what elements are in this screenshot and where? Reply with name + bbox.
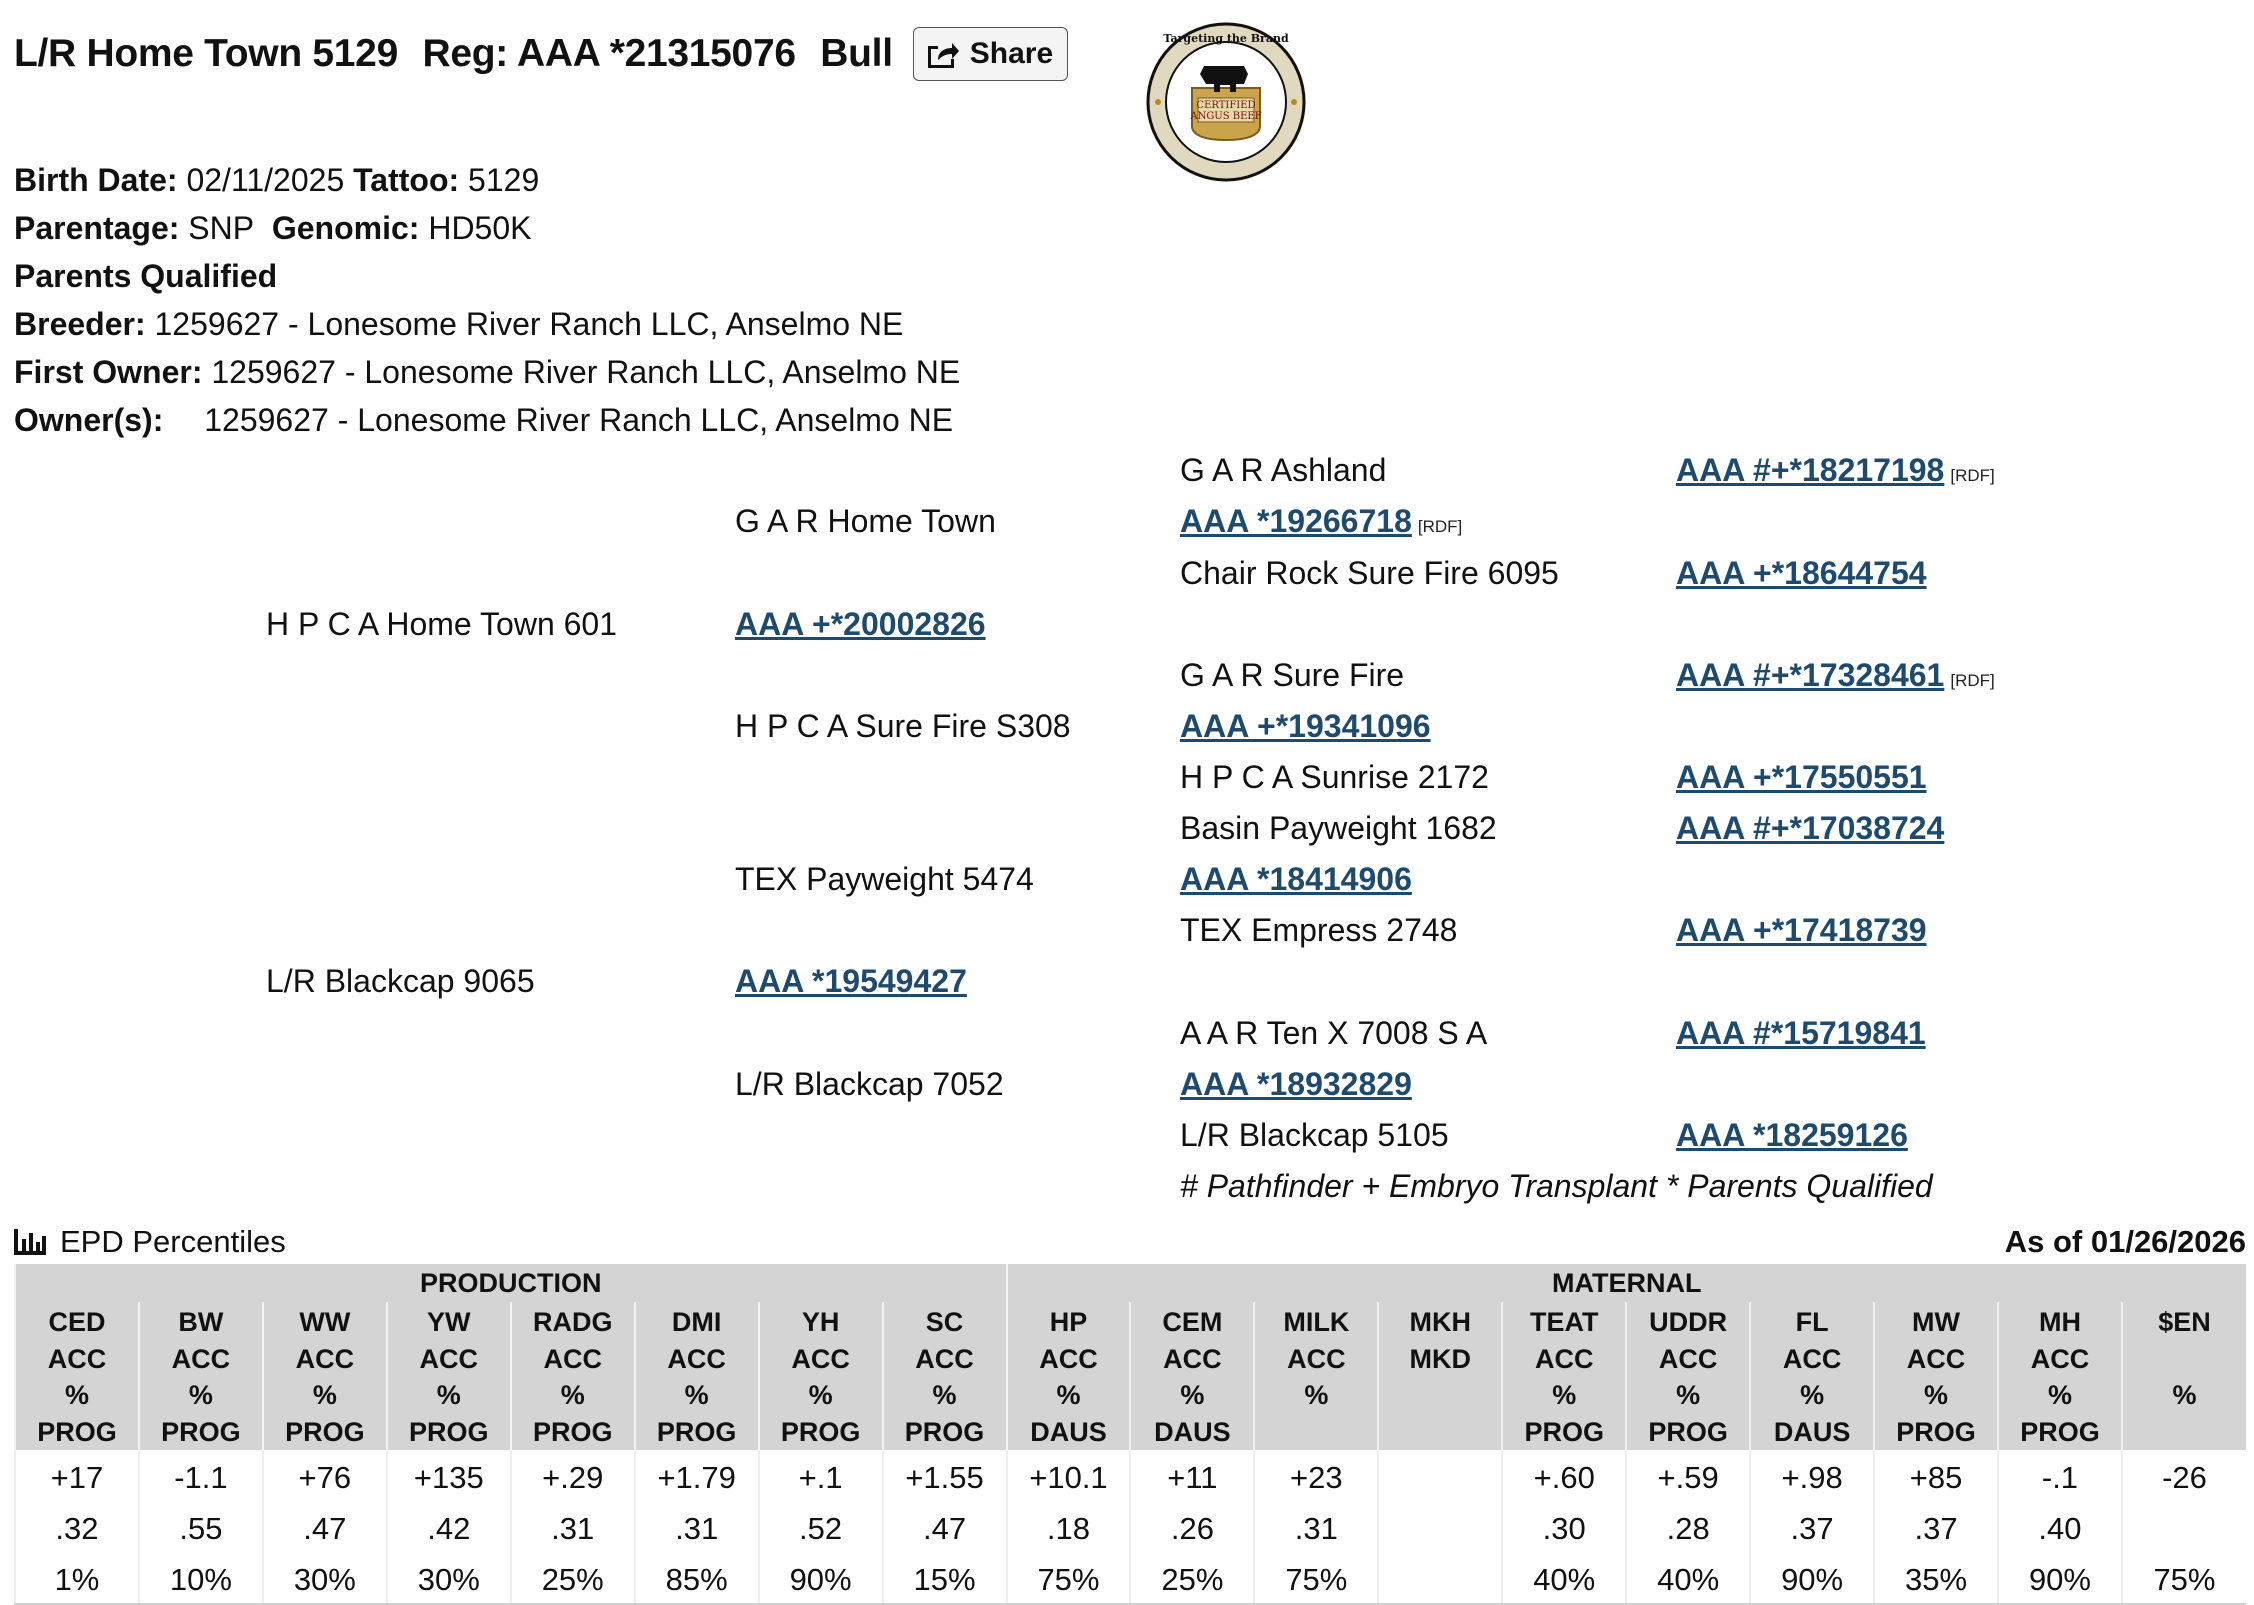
breeder-row [14,300,960,348]
certified-angus-beef-logo [1144,20,1308,184]
epd-header-line: PROG [1524,1416,1604,1447]
epd-value: +.1 [759,1450,883,1501]
pedigree-reg-link[interactable]: AAA +*18644754 [1676,555,1927,591]
epd-accuracy: .40 [1998,1501,2122,1552]
epd-header-line: DMI [671,1307,722,1337]
epd-header-line: % [188,1380,213,1410]
pedigree-reg [1180,861,1412,898]
pedigree-reg-link[interactable]: AAA +*20002826 [735,606,986,642]
epd-header-line: ACC [791,1343,850,1374]
pedigree-reg-link[interactable]: AAA #*15719841 [1676,1015,1926,1051]
animal-info [14,156,960,444]
epd-header-line: PROG [2020,1416,2100,1447]
bar-chart-icon [14,1229,46,1255]
parents-qualified: Parents Qualified [14,258,278,294]
epd-header-line: % [1056,1380,1081,1410]
pedigree-reg [1180,503,1462,540]
pedigree-reg [1676,657,1995,694]
pedigree-name: G A R Sure Fire [1180,657,1405,693]
pedigree-name: G A R Home Town [735,503,996,539]
epd-accuracy [1378,1501,1502,1552]
pedigree-name: G A R Ashland [1180,452,1387,488]
epd-percentile: 75% [2122,1552,2246,1604]
epd-header-line [2123,1341,2246,1378]
epd-percentile: 40% [1626,1552,1750,1604]
epd-header-line: MKD [1409,1343,1472,1374]
epd-header-line: DAUS [1154,1416,1231,1447]
epd-header-line: ACC [1163,1343,1222,1374]
maternal-group-header: MATERNAL [1007,1264,2247,1302]
epd-title-group [14,1224,286,1260]
pedigree-name: Basin Payweight 1682 [1180,810,1497,846]
share-label: Share [969,37,1054,70]
breeder-value: 1259627 - Lonesome River Ranch LLC, Anselmo NE [154,306,904,342]
epd-as-of: As of 01/26/2026 [2004,1224,2246,1259]
epd-header [14,1220,2246,1264]
epd-header-line: ACC [47,1343,107,1374]
pedigree-reg-link[interactable]: AAA #+*18217198 [1676,452,1945,488]
epd-header-line: % [436,1380,461,1410]
epd-percentile [1378,1552,1502,1604]
pedigree-reg [735,963,967,1000]
epd-value: +1.79 [635,1450,759,1501]
epd-column-header [1007,1302,1131,1450]
epd-percentile: 1% [15,1552,139,1604]
epd-header-line: UDDR [1649,1307,1728,1337]
epd-header-line: % [312,1380,337,1410]
epd-column-header [263,1302,387,1450]
epd-percentile: 10% [139,1552,263,1604]
epd-accuracy: .42 [387,1501,511,1552]
epd-header-line: CED [48,1307,106,1337]
epd-header-line [1379,1377,1501,1414]
epd-accuracy: .31 [635,1501,759,1552]
epd-column-header [387,1302,511,1450]
epd-accuracy: .47 [883,1501,1007,1552]
animal-sex: Bull [820,32,893,75]
epd-header-line: RADG [532,1307,613,1337]
epd-value: +1.55 [883,1450,1007,1501]
epd-table [14,1264,2246,1605]
pedigree-reg-link[interactable]: AAA #+*17328461 [1676,657,1945,693]
epd-accuracy: .28 [1626,1501,1750,1552]
pedigree-name: L/R Blackcap 5105 [1180,1117,1449,1153]
epd-value: +.98 [1750,1450,1874,1501]
epd-header-line: PROG [409,1416,489,1447]
epd-header-line: WW [299,1307,351,1337]
epd-header-line: FL [1795,1307,1829,1337]
epd-column-header [139,1302,263,1450]
epd-header-line: ACC [1782,1343,1842,1374]
epd-header-line: % [1304,1380,1329,1410]
epd-header-line: ACC [1658,1343,1718,1374]
parentage-row [14,204,960,252]
pedigree-name: Chair Rock Sure Fire 6095 [1180,555,1559,591]
pedigree-reg [1676,1015,1926,1052]
epd-header-line: % [560,1380,585,1410]
epd-percentile: 25% [511,1552,635,1604]
pedigree-name: TEX Payweight 5474 [735,861,1034,897]
pedigree-reg [1676,912,1927,949]
epd-header-line: PROG [1896,1416,1976,1447]
pedigree-reg-link[interactable]: AAA +*17550551 [1676,759,1927,795]
epd-column-header [1378,1302,1502,1450]
epd-value: +76 [263,1450,387,1501]
epd-accuracy: .18 [1007,1501,1131,1552]
epd-header-line [2123,1414,2246,1451]
production-group-header: PRODUCTION [15,1264,1007,1302]
epd-header-line [1255,1414,1377,1451]
rdf-tag: [RDF] [1950,466,1995,485]
epd-value: +135 [387,1450,511,1501]
epd-column-header [1874,1302,1998,1450]
svg-text:ANGUS BEEF: ANGUS BEEF [1190,111,1262,122]
first-owner-label: First Owner: [14,354,203,390]
epd-header-line: PROG [1648,1416,1728,1447]
owners-label: Owner(s): [14,402,164,438]
epd-percentile: 85% [635,1552,759,1604]
epd-accuracy: .55 [139,1501,263,1552]
epd-header-line: ACC [915,1343,974,1374]
share-button[interactable] [913,27,1068,81]
epd-header-line: SC [925,1307,964,1337]
epd-column-header [1998,1302,2122,1450]
epd-header-line: ACC [419,1343,479,1374]
epd-header-line: % [2172,1380,2197,1410]
epd-header-line: MH [2038,1307,2081,1337]
epd-column-header [883,1302,1007,1450]
epd-header-line: % [1676,1380,1701,1410]
genomic-value: HD50K [428,210,532,246]
pedigree-reg [1676,810,1944,847]
epd-header-line: % [1800,1380,1825,1410]
epd-accuracy: .26 [1130,1501,1254,1552]
epd-header-line: YW [427,1307,471,1337]
pedigree-reg [1676,452,1995,489]
epd-header-line [1379,1414,1501,1451]
epd-header-line: PROG [37,1416,117,1447]
epd-header-line: ACC [171,1343,231,1374]
epd-header-line: ACC [1039,1343,1098,1374]
epd-percentile: 90% [759,1552,883,1604]
pedigree-name: H P C A Home Town 601 [266,606,618,642]
epd-header-line: PROG [780,1416,861,1447]
epd-header-line: PROG [904,1416,985,1447]
birth-row [14,156,960,204]
pedigree-reg [1180,708,1431,745]
pedigree-reg-link[interactable]: AAA *19549427 [735,963,967,999]
epd-header-line: ACC [1534,1343,1594,1374]
pedigree-name: H P C A Sure Fire S308 [735,708,1071,744]
epd-value: +11 [1130,1450,1254,1501]
owners-row [14,396,960,444]
parentage-label: Parentage: [14,210,180,246]
epd-title: EPD Percentiles [60,1224,286,1259]
pedigree-reg-link[interactable]: AAA *18414906 [1180,861,1412,897]
pedigree-reg [735,606,986,643]
epd-column-header [2122,1302,2246,1450]
animal-header [14,24,1068,84]
parentage-value: SNP [188,210,255,246]
animal-title [14,32,907,76]
epd-header-line: % [932,1380,957,1410]
epd-percentile: 30% [263,1552,387,1604]
epd-percentile: 75% [1254,1552,1378,1604]
pedigree-name: L/R Blackcap 9065 [266,963,535,999]
epd-header-line: % [2047,1380,2072,1410]
rdf-tag: [RDF] [1950,671,1995,690]
share-icon [924,38,960,70]
epd-header-line: ACC [2030,1343,2090,1374]
pedigree-reg-link[interactable]: AAA *18259126 [1676,1117,1908,1153]
epd-column-header [759,1302,883,1450]
animal-name: L/R Home Town 5129 [14,32,398,75]
pedigree-name: TEX Empress 2748 [1180,912,1458,948]
epd-header-line: HP [1049,1307,1088,1337]
tattoo-value: 5129 [468,162,540,198]
epd-header-line: ACC [1287,1343,1346,1374]
epd-header-line: YH [801,1307,840,1337]
epd-percentile: 30% [387,1552,511,1604]
epd-accuracy: .31 [1254,1501,1378,1552]
epd-header-line: DAUS [1030,1416,1107,1447]
pedigree-reg-link[interactable]: AAA +*19341096 [1180,708,1431,744]
epd-header-line: TEAT [1529,1307,1599,1337]
pedigree-reg-link[interactable]: AAA #+*17038724 [1676,810,1945,846]
epd-percentile: 15% [883,1552,1007,1604]
epd-value: +23 [1254,1450,1378,1501]
epd-header-line: MW [1912,1307,1961,1337]
epd-header-line: CEM [1162,1307,1223,1337]
epd-header-line: BW [178,1307,224,1337]
epd-header-line: PROG [161,1416,241,1447]
epd-value [1378,1450,1502,1501]
epd-header-line: $EN [2158,1307,2211,1337]
pedigree-reg-link[interactable]: AAA +*17418739 [1676,912,1927,948]
epd-header-line: ACC [543,1343,602,1374]
epd-column-header [511,1302,635,1450]
birth-date-label: Birth Date: [14,162,178,198]
epd-accuracy: .32 [15,1501,139,1552]
epd-accuracy: .47 [263,1501,387,1552]
epd-value: +.29 [511,1450,635,1501]
pedigree-name: A A R Ten X 7008 S A [1180,1015,1488,1051]
epd-percentile: 25% [1130,1552,1254,1604]
pedigree-name: H P C A Sunrise 2172 [1180,759,1489,795]
pedigree-reg [1676,759,1927,796]
tattoo-label: Tattoo: [353,162,460,198]
epd-accuracy: .37 [1750,1501,1874,1552]
pedigree-reg [1180,1066,1412,1103]
epd-value: +.59 [1626,1450,1750,1501]
epd-value: +10.1 [1007,1450,1131,1501]
epd-value: +17 [15,1450,139,1501]
epd-accuracy: .30 [1502,1501,1626,1552]
epd-header-line: % [1924,1380,1949,1410]
epd-header-line: MILK [1283,1307,1350,1337]
epd-column-header [1130,1302,1254,1450]
epd-accuracy: .52 [759,1501,883,1552]
epd-header-line: % [1552,1380,1577,1410]
epd-percentile: 90% [1998,1552,2122,1604]
epd-value: -26 [2122,1450,2246,1501]
pedigree-reg [1676,1117,1908,1154]
epd-value: +85 [1874,1450,1998,1501]
pedigree-reg-link[interactable]: AAA *19266718 [1180,503,1412,539]
epd-value: -.1 [1998,1450,2122,1501]
registration-number: Reg: AAA *21315076 [422,32,796,75]
epd-header-line: % [684,1380,709,1410]
epd-value: +.60 [1502,1450,1626,1501]
birth-date-value: 02/11/2025 [186,162,345,198]
first-owner-row [14,348,960,396]
epd-header-line: % [64,1380,89,1410]
epd-percentile: 75% [1007,1552,1131,1604]
breeder-label: Breeder: [14,306,146,342]
rdf-tag: [RDF] [1417,517,1463,536]
epd-header-line: % [808,1380,833,1410]
epd-column-header [1254,1302,1378,1450]
owners-value: 1259627 - Lonesome River Ranch LLC, Anselmo NE [204,402,954,438]
epd-accuracy: .37 [1874,1501,1998,1552]
epd-header-line: MKH [1409,1307,1472,1337]
pedigree-reg [1676,555,1927,592]
epd-column-header [15,1302,139,1450]
epd-header-line: PROG [656,1416,737,1447]
epd-column-header [1626,1302,1750,1450]
epd-header-line: ACC [667,1343,726,1374]
epd-header-line: % [1180,1380,1205,1410]
epd-header-line: PROG [532,1416,613,1447]
epd-percentile: 40% [1502,1552,1626,1604]
epd-header-line: DAUS [1773,1416,1851,1447]
epd-accuracy [2122,1501,2246,1552]
epd-column-header [1750,1302,1874,1450]
epd-value: -1.1 [139,1450,263,1501]
svg-text:CERTIFIED: CERTIFIED [1196,100,1256,111]
genomic-label: Genomic: [271,210,420,246]
epd-column-header [635,1302,759,1450]
epd-header-line: ACC [295,1343,355,1374]
pedigree-reg-link[interactable]: AAA *18932829 [1180,1066,1412,1102]
epd-column-header [1502,1302,1626,1450]
svg-text:Targeting the Brand: Targeting the Brand [1163,32,1289,45]
epd-percentile: 35% [1874,1552,1998,1604]
epd-percentile: 90% [1750,1552,1874,1604]
pedigree-legend: # Pathfinder + Embryo Transplant * Parents Qualified [1180,1168,1933,1204]
epd-accuracy: .31 [511,1501,635,1552]
pedigree-name: L/R Blackcap 7052 [735,1066,1004,1102]
first-owner-value: 1259627 - Lonesome River Ranch LLC, Anselmo NE [211,354,961,390]
epd-header-line: ACC [1906,1343,1966,1374]
epd-header-line: PROG [285,1416,365,1447]
